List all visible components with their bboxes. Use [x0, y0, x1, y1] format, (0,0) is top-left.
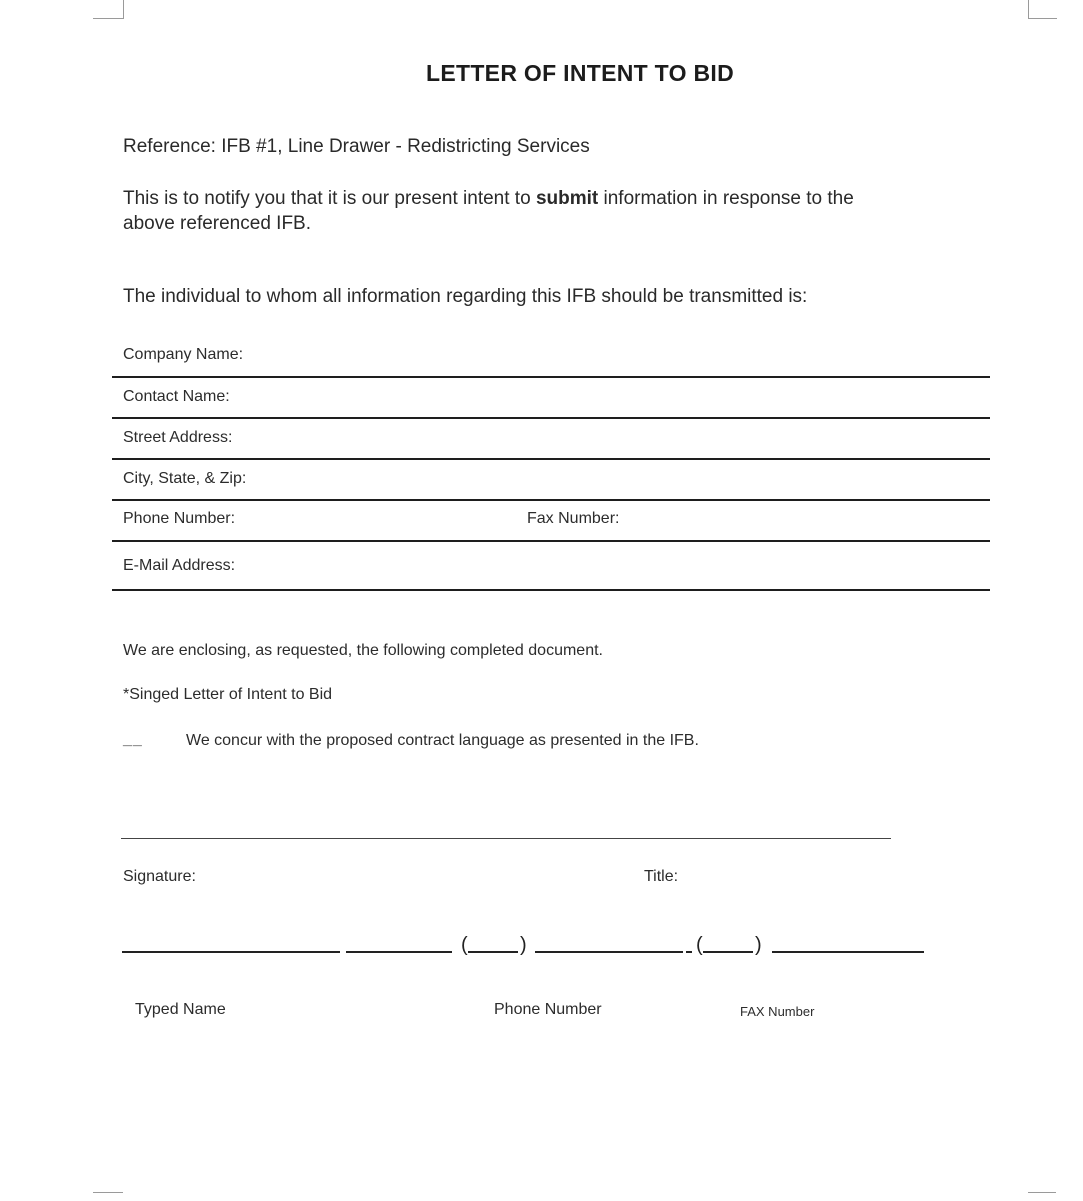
enclosure-statement: We are enclosing, as requested, the following completed document.: [123, 642, 603, 659]
fax-area-open-paren: (: [696, 934, 703, 956]
city-state-zip-line[interactable]: [112, 499, 990, 501]
document-title: LETTER OF INTENT TO BID: [425, 60, 735, 86]
intro-text-pre: This is to notify you that it is our present intent to: [123, 188, 536, 209]
crop-mark-top-right: [1028, 0, 1057, 19]
phone-fax-line[interactable]: [112, 540, 990, 542]
intro-text-bold: submit: [535, 188, 599, 209]
contact-name-line[interactable]: [112, 417, 990, 419]
fax-area-code-line[interactable]: [703, 951, 753, 953]
street-address-label: Street Address:: [123, 429, 233, 446]
fax-area-close-paren: ): [755, 934, 762, 956]
email-address-line[interactable]: [112, 589, 990, 591]
title-label: Title:: [644, 868, 679, 885]
city-state-zip-label: City, State, & Zip:: [123, 470, 247, 487]
intro-paragraph-line1: [123, 188, 854, 210]
concur-statement: We concur with the proposed contract language as presented in the IFB.: [186, 732, 699, 749]
fax-number-caption: FAX Number: [740, 1004, 815, 1019]
street-address-line[interactable]: [112, 458, 990, 460]
fax-number-line[interactable]: [772, 951, 924, 953]
phone-separator: [686, 951, 692, 953]
phone-area-code-line[interactable]: [468, 951, 518, 953]
phone-number-line[interactable]: [535, 951, 683, 953]
intro-text-post: information in response to the: [598, 188, 854, 209]
email-address-label: E-Mail Address:: [123, 557, 236, 574]
contact-name-label: Contact Name:: [123, 388, 230, 405]
phone-number-label: Phone Number:: [123, 510, 236, 527]
signature-label: Signature:: [123, 868, 196, 885]
signature-title-line[interactable]: [121, 838, 891, 839]
company-name-line[interactable]: [112, 376, 990, 378]
typed-name-line-b[interactable]: [346, 951, 452, 953]
typed-name-label: Typed Name: [135, 1001, 226, 1018]
fax-number-label: Fax Number:: [527, 510, 620, 527]
phone-area-close-paren: ): [520, 934, 527, 956]
concur-checkbox-blank[interactable]: __: [123, 731, 143, 748]
enclosure-item: *Singed Letter of Intent to Bid: [123, 686, 333, 703]
company-name-label: Company Name:: [123, 346, 244, 363]
transmit-instruction: The individual to whom all information regarding this IFB should be transmitted is:: [123, 286, 808, 307]
phone-number-caption: Phone Number: [494, 1001, 602, 1018]
intro-paragraph-line2: above referenced IFB.: [123, 213, 311, 234]
crop-mark-top-left: [93, 0, 124, 19]
reference-line: Reference: IFB #1, Line Drawer - Redistricting Services: [123, 136, 590, 157]
phone-area-open-paren: (: [461, 934, 468, 956]
typed-name-line-a[interactable]: [122, 951, 340, 953]
